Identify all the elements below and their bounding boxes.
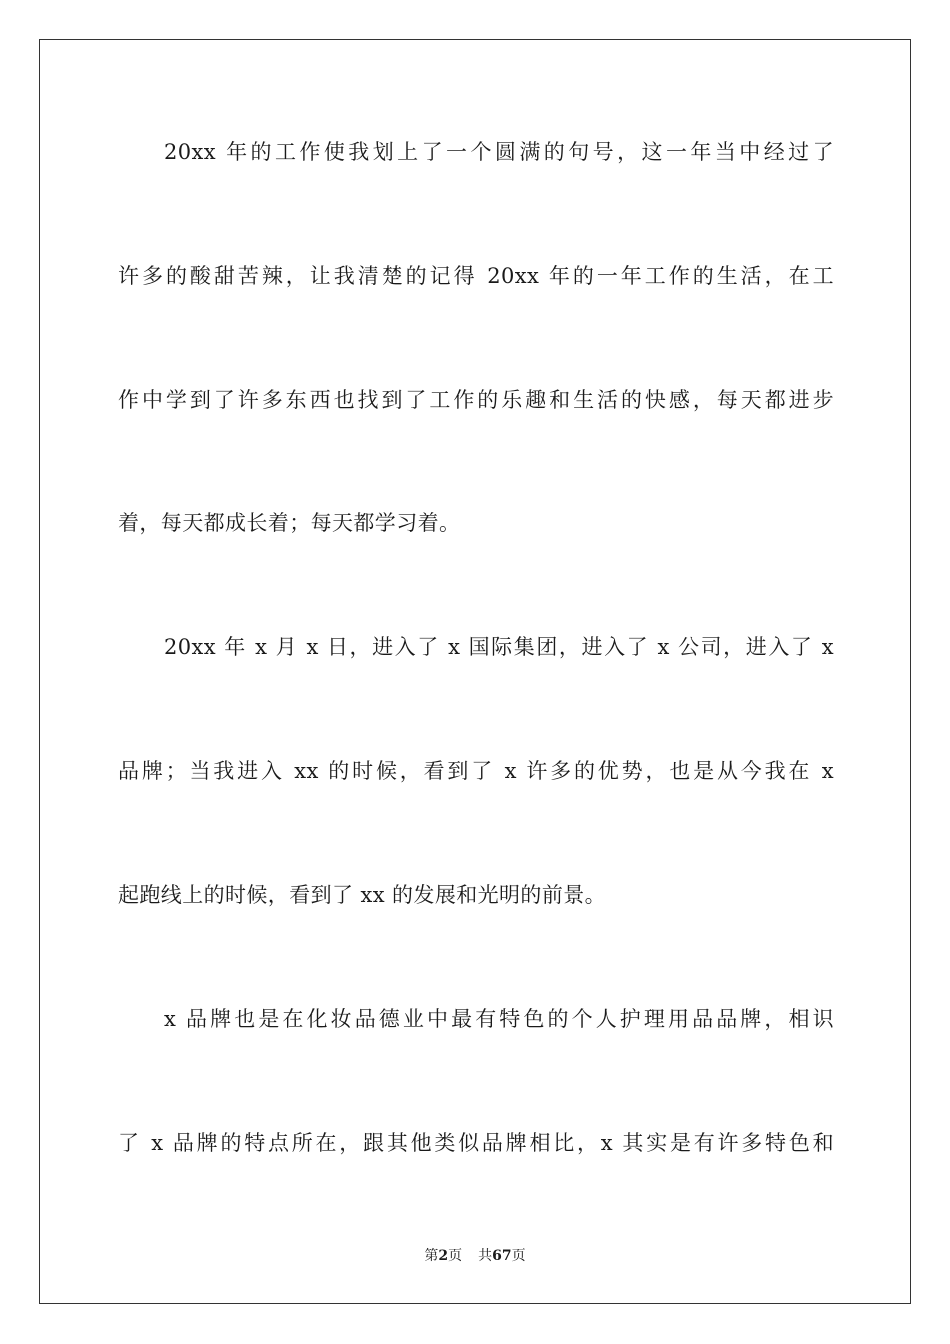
paragraph-1-line-4: 着，每天都成长着；每天都学习着。 <box>118 511 461 535</box>
paragraph-2-line-3: 起跑线上的时候，看到了 xx 的发展和光明的前景。 <box>118 883 607 907</box>
page-frame <box>39 39 911 1304</box>
paragraph-1-line-2: 许多的酸甜苦辣，让我清楚的记得 20xx 年的一年工作的生活，在工 <box>118 264 834 288</box>
footer-page-prefix: 第 <box>424 1248 439 1264</box>
footer-page-total: 67 <box>492 1248 512 1264</box>
page-footer <box>0 1247 950 1265</box>
paragraph-1-line-3: 作中学到了许多东西也找到了工作的乐趣和生活的快感，每天都进步 <box>118 388 834 412</box>
footer-page-current: 2 <box>438 1248 449 1264</box>
paragraph-2-line-1: 20xx 年 x 月 x 日，进入了 x 国际集团，进入了 x 公司，进入了 x <box>164 635 834 659</box>
footer-page-unit: 页 <box>448 1248 463 1264</box>
paragraph-3-line-1: x 品牌也是在化妆品德业中最有特色的个人护理用品品牌，相识 <box>164 1007 834 1031</box>
paragraph-1-line-1: 20xx 年的工作使我划上了一个圆满的句号，这一年当中经过了 <box>164 140 834 164</box>
footer-total-unit: 页 <box>511 1248 526 1264</box>
paragraph-2-line-2: 品牌；当我进入 xx 的时候，看到了 x 许多的优势，也是从今我在 x <box>118 759 834 783</box>
footer-total-prefix: 共 <box>478 1248 493 1264</box>
paragraph-3-line-2: 了 x 品牌的特点所在，跟其他类似品牌相比，x 其实是有许多特色和 <box>118 1131 834 1155</box>
